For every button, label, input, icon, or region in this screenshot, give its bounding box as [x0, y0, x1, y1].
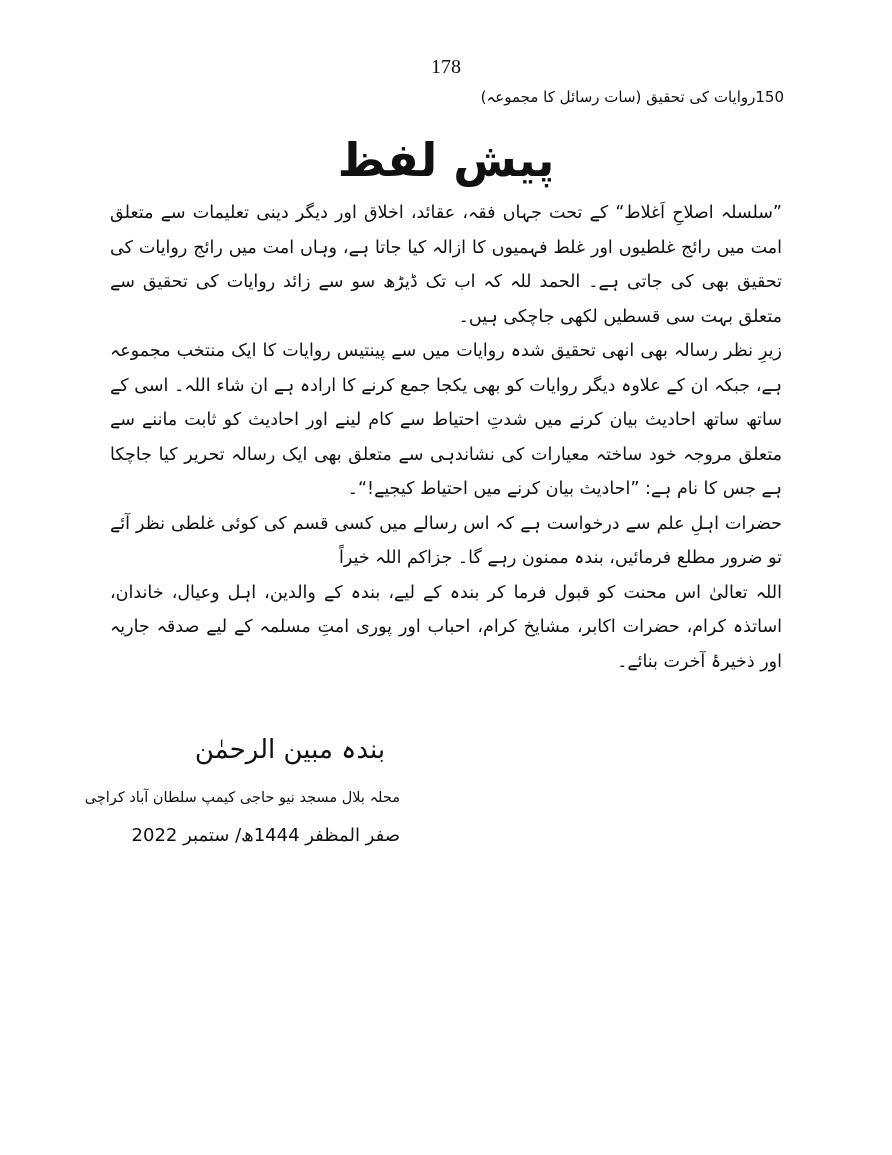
preface-body [110, 196, 782, 679]
author-address: محلہ بلال مسجد نیو حاجی کیمپ سلطان آباد کراچی [84, 790, 400, 806]
signature-date: صفر المظفر 1444ھ/ ستمبر 2022 [131, 825, 400, 846]
page-title: پیش لفظ [337, 133, 555, 187]
running-header: 150روایات کی تحقیق (سات رسائل کا مجموعہ) [480, 88, 784, 106]
paragraph-3: حضرات اہلِ علم سے درخواست ہے کہ اس رسالے میں کسی قسم کی کوئی غلطی نظر آئے تو ضرور مطلع فرمائیں، بندہ ممنون رہے گا۔ جزاکم اللہ خیراً [110, 513, 782, 568]
page-number: 178 [431, 56, 461, 78]
paragraph-1: ”سلسلہ اصلاحِ اَغلاط“ کے تحت جہاں فقہ، عقائد، اخلاق اور دیگر دینی تعلیمات سے متعلق امت میں رائج غلطیوں اور غلط فہمیوں کا ازالہ کیا جاتا ہے، وہاں امت میں رائج روایات کی تحقیق بھی کی جاتی ہے۔ الحمد للہ کہ اب تک ڈیڑھ سو سے زائد روایات کی تحقیق سے متعلق بہت سی قسطیں لکھی جاچکی ہیں۔ [110, 203, 782, 327]
paragraph-4: اللہ تعالیٰ اس محنت کو قبول فرما کر بندہ کے لیے، بندہ کے والدین، اہل وعیال، خاندان، اساتذہ کرام، حضرات اکابر، مشایخ کرام، احباب اور پوری امتِ مسلمہ کے لیے صدقہ جاریہ اور ذخیرۂ آخرت بنائے۔ [110, 582, 782, 672]
author-name: بندہ مبین الرحمٰن [194, 735, 386, 765]
signature-block [84, 722, 400, 854]
paragraph-2: زیرِ نظر رسالہ بھی انھی تحقیق شدہ روایات میں سے پینتیس روایات کا ایک منتخب مجموعہ ہے، جبکہ ان کے علاوہ دیگر روایات کو بھی یکجا جمع کرنے کا ارادہ ہے ان شاء اللہ۔ اسی کے ساتھ ساتھ احادیث بیان کرنے میں شدتِ احتیاط سے کام لینے اور احادیث کو ثابت ماننے سے متعلق مروجہ خود ساختہ معیارات کی نشاندہی سے متعلق بھی ایک رسالہ تحریر کیا جاچکا ہے جس کا نام ہے: ”احادیث بیان کرنے میں احتیاط کیجیے!“۔ [110, 341, 782, 499]
